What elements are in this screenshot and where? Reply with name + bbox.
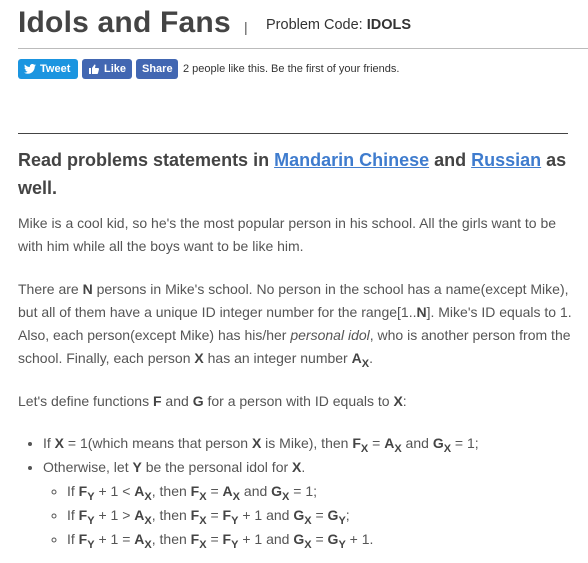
- russian-link[interactable]: Russian: [471, 150, 542, 170]
- share-button[interactable]: [136, 59, 178, 79]
- rules-list: [18, 431, 574, 551]
- twitter-bird-icon: [24, 64, 36, 74]
- page-header: [18, 6, 588, 42]
- paragraph-setup: There are N persons in Mike's school. No person in the school has a name(except Mike), but all of them have a unique ID integer number for the range[1..N]. Mike's ID equals to 1. Also, each person(except Mike) has his/her personal idol, who is another person from the school. Finally, each person X has an integer number $A_X$.: [18, 281, 572, 370]
- problem-code-label: Problem Code:: [266, 17, 367, 33]
- content-divider: [18, 133, 568, 134]
- header-divider: [18, 48, 588, 49]
- share-label: Share: [142, 63, 173, 75]
- list-item: • If X = 1(which means that person X is Mike), then $F_X = A_X$ and $G_X = 1$;: [43, 431, 574, 455]
- paragraph-definitions: Let's define functions F and G for a person with ID equals to X:: [18, 393, 407, 409]
- header-separator: |: [244, 19, 248, 35]
- tweet-label: Tweet: [40, 63, 71, 75]
- problem-statement: [18, 146, 574, 551]
- heading-text: and: [429, 150, 472, 170]
- like-count-text: 2 people like this. Be the first of your friends.: [183, 63, 400, 75]
- list-item: • Otherwise, let Y be the personal idol for X. ◦ If $F_Y + 1 < A_X$, then $F_X = A_X$ and $G_X = 1$; ◦ If $F_Y + 1 > A_X$, then $F_X = F_Y + 1$ and $G_X = G_Y$; ◦ If $F_Y + 1 = A_X$, then $F_X = F_Y + 1$ and $G_X = G_Y + 1$.: [43, 455, 574, 551]
- heading-text: as well.: [18, 150, 567, 198]
- heading-text: Read problems statements in: [18, 150, 275, 170]
- mandarin-link[interactable]: Mandarin Chinese: [274, 150, 430, 170]
- problem-code: [266, 17, 411, 33]
- list-item: ◦ If $F_Y + 1 < A_X$, then $F_X = A_X$ and $G_X = 1$;: [67, 479, 574, 503]
- tweet-button[interactable]: [18, 59, 78, 79]
- like-label: Like: [103, 63, 126, 75]
- paragraph-intro: Mike is a cool kid, so he's the most popular person in his school. All the girls want to be with him while all the boys want to be like him.: [18, 215, 557, 254]
- thumbs-up-icon: [88, 63, 100, 75]
- page-title: Idols and Fans: [18, 6, 231, 39]
- list-item: ◦ If $F_Y + 1 > A_X$, then $F_X = F_Y + 1$ and $G_X = G_Y$;: [67, 503, 574, 527]
- problem-code-value: IDOLS: [366, 17, 412, 33]
- nested-rules-list: [43, 479, 574, 551]
- list-item: ◦ If $F_Y + 1 = A_X$, then $F_X = F_Y + 1$ and $G_X = G_Y + 1$.: [67, 527, 574, 551]
- like-button[interactable]: [82, 59, 132, 79]
- social-bar: [18, 59, 399, 79]
- translation-heading: [18, 146, 574, 202]
